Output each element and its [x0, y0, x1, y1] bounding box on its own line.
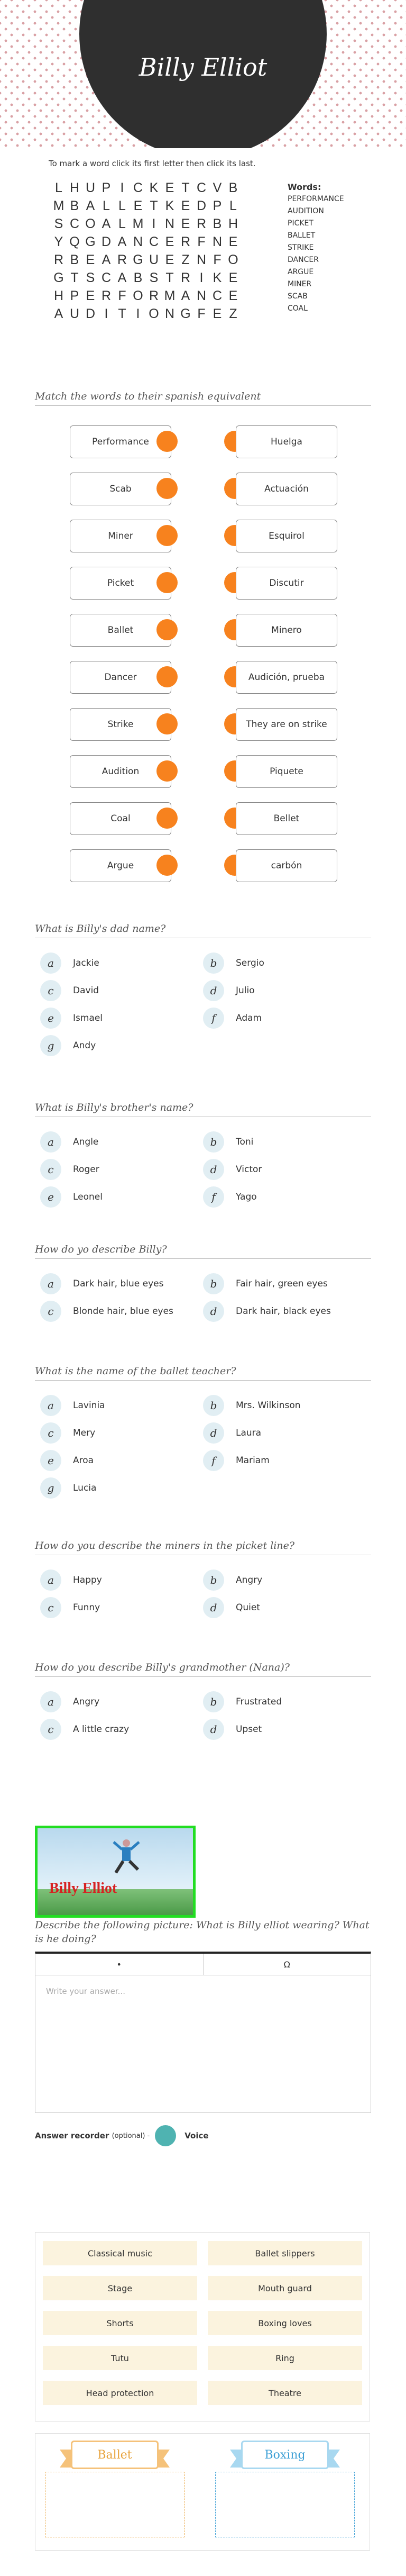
special-char-button[interactable]: Ω: [283, 1959, 290, 1970]
grid-letter[interactable]: G: [180, 306, 191, 321]
option-label: Mariam: [236, 1455, 270, 1466]
option-letter: d: [203, 980, 224, 1001]
question-title: How do you describe the miners in the picket line?: [35, 1540, 371, 1555]
option-letter: d: [203, 1719, 224, 1740]
answer-option[interactable]: [203, 1597, 260, 1618]
grid-letter[interactable]: U: [149, 252, 159, 267]
match-left-item[interactable]: Performance: [70, 425, 171, 458]
option-letter: f: [203, 1008, 224, 1029]
grid-letter[interactable]: H: [53, 288, 64, 303]
category-chip[interactable]: Ring: [208, 2346, 362, 2370]
grid-letter[interactable]: K: [213, 270, 222, 285]
word-list-item: STRIKE: [288, 243, 314, 252]
question-title: How do yo describe Billy?: [35, 1244, 371, 1259]
option-letter: b: [203, 1273, 224, 1294]
grid-letter[interactable]: O: [133, 288, 143, 303]
option-label: David: [73, 985, 99, 996]
option-letter: f: [203, 1186, 224, 1208]
question-title: How do you describe Billy's grandmother (Nana)?: [35, 1662, 371, 1677]
match-right-item[interactable]: Huelga: [236, 425, 337, 458]
word-list-item: PICKET: [288, 219, 313, 228]
grid-letter[interactable]: C: [101, 270, 112, 285]
option-label: Angle: [73, 1137, 99, 1147]
option-label: Ismael: [73, 1013, 103, 1023]
option-letter: e: [40, 1450, 61, 1471]
option-letter: c: [40, 1159, 61, 1180]
word-list-item: PERFORMANCE: [288, 195, 344, 203]
grid-letter[interactable]: E: [228, 288, 238, 303]
grid-letter[interactable]: B: [228, 180, 238, 195]
match-left-dot[interactable]: [156, 713, 178, 734]
grid-letter[interactable]: M: [53, 198, 64, 213]
dropzone-area[interactable]: [215, 2472, 355, 2537]
grid-letter[interactable]: C: [196, 180, 207, 195]
grid-letter[interactable]: T: [118, 306, 126, 321]
grid-letter[interactable]: E: [228, 234, 238, 249]
grid-letter[interactable]: F: [118, 288, 126, 303]
grid-letter[interactable]: H: [69, 180, 80, 195]
grid-letter[interactable]: R: [196, 216, 207, 231]
option-letter: b: [203, 1395, 224, 1416]
match-right-item[interactable]: They are on strike: [236, 708, 337, 741]
grid-letter[interactable]: Z: [181, 252, 190, 267]
question-title: What is Billy's brother's name?: [35, 1102, 371, 1117]
option-label: Quiet: [236, 1602, 261, 1613]
answer-recorder: [35, 2125, 209, 2146]
option-letter: a: [40, 1395, 61, 1416]
grid-letter[interactable]: Z: [229, 306, 237, 321]
match-left-item[interactable]: Argue: [70, 849, 171, 882]
wordsearch-instruction: To mark a word click its first letter then click its last.: [49, 159, 256, 168]
recorder-label: Answer recorder: [35, 2131, 109, 2140]
category-dropzones: [35, 2433, 370, 2551]
grid-letter[interactable]: E: [133, 198, 143, 213]
answer-option[interactable]: [203, 1450, 270, 1471]
match-right-item[interactable]: Actuación: [236, 473, 337, 505]
option-letter: g: [40, 1035, 61, 1056]
grid-row: [51, 179, 241, 197]
grid-letter[interactable]: I: [120, 180, 124, 195]
grid-letter[interactable]: E: [165, 252, 174, 267]
option-letter: d: [203, 1301, 224, 1322]
option-label: Blonde hair, blue eyes: [73, 1306, 173, 1317]
category-chip[interactable]: Stage: [43, 2276, 197, 2300]
grid-letter[interactable]: E: [181, 198, 190, 213]
category-chips: [35, 2232, 370, 2421]
category-chip[interactable]: Mouth guard: [208, 2276, 362, 2300]
grid-letter[interactable]: C: [69, 216, 80, 231]
word-list-item: MINER: [288, 280, 312, 288]
answer-option[interactable]: [203, 1691, 282, 1712]
grid-letter[interactable]: I: [136, 306, 140, 321]
answer-editor[interactable]: [35, 1952, 371, 2113]
grid-letter[interactable]: N: [196, 252, 207, 267]
grid-letter[interactable]: G: [133, 252, 143, 267]
option-label: Angry: [236, 1575, 263, 1585]
answer-option[interactable]: [203, 1186, 257, 1208]
grid-letter[interactable]: E: [165, 180, 174, 195]
match-left-dot[interactable]: [156, 666, 178, 687]
option-label: Happy: [73, 1575, 102, 1585]
grid-row: [51, 269, 241, 287]
option-letter: b: [203, 1570, 224, 1591]
option-label: Mrs. Wilkinson: [236, 1400, 301, 1411]
option-letter: a: [40, 953, 61, 974]
grid-letter[interactable]: U: [85, 180, 96, 195]
grid-letter[interactable]: E: [213, 306, 222, 321]
grid-letter[interactable]: L: [229, 198, 237, 213]
question-title: What is Billy's dad name?: [35, 923, 371, 938]
option-letter: d: [203, 1422, 224, 1444]
grid-letter[interactable]: A: [54, 306, 63, 321]
dropzone-area[interactable]: [45, 2472, 184, 2537]
option-letter: b: [203, 1691, 224, 1712]
answer-option[interactable]: [203, 1131, 253, 1153]
answer-option[interactable]: [40, 1035, 96, 1056]
grid-letter[interactable]: Y: [54, 234, 63, 249]
grid-letter[interactable]: R: [53, 252, 64, 267]
grid-letter[interactable]: H: [228, 216, 238, 231]
answer-option[interactable]: [203, 1570, 262, 1591]
category-chip[interactable]: Tutu: [43, 2346, 197, 2370]
word-list: [288, 181, 344, 315]
grid-letter[interactable]: G: [53, 270, 64, 285]
answer-option[interactable]: [40, 1273, 163, 1294]
option-label: Julio: [236, 985, 255, 996]
grid-letter[interactable]: D: [85, 306, 96, 321]
answer-option[interactable]: [40, 1422, 95, 1444]
answer-option[interactable]: [40, 1597, 100, 1618]
match-left-dot[interactable]: [156, 619, 178, 640]
matching-title: Match the words to their spanish equivalent: [35, 391, 371, 406]
grid-letter[interactable]: E: [181, 216, 190, 231]
grid-letter[interactable]: I: [104, 306, 108, 321]
grid-letter[interactable]: A: [86, 198, 95, 213]
grid-letter[interactable]: L: [103, 198, 110, 213]
grid-letter[interactable]: E: [86, 252, 95, 267]
match-right-item[interactable]: Esquirol: [236, 520, 337, 552]
word-list-item: BALLET: [288, 231, 316, 240]
match-left-dot[interactable]: [156, 431, 178, 452]
option-label: Mery: [73, 1428, 96, 1438]
bullet-list-button[interactable]: •: [116, 1959, 122, 1970]
option-label: Upset: [236, 1724, 262, 1735]
option-letter: e: [40, 1008, 61, 1029]
option-label: Andy: [73, 1040, 96, 1051]
grid-letter[interactable]: O: [85, 216, 96, 231]
answer-option[interactable]: [40, 1186, 103, 1208]
match-left-dot[interactable]: [156, 525, 178, 546]
voice-label: Voice: [184, 2131, 209, 2140]
match-left-dot[interactable]: [156, 572, 178, 593]
grid-letter[interactable]: D: [101, 234, 112, 249]
grid-letter[interactable]: V: [213, 180, 222, 195]
option-letter: e: [40, 1186, 61, 1208]
answer-option[interactable]: [40, 1008, 103, 1029]
option-label: Jackie: [73, 958, 99, 968]
question-title: What is the name of the ballet teacher?: [35, 1365, 371, 1381]
grid-letter[interactable]: L: [118, 198, 126, 213]
option-letter: g: [40, 1477, 61, 1499]
option-label: Laura: [236, 1428, 262, 1438]
grid-letter[interactable]: O: [228, 252, 238, 267]
category-chip[interactable]: Theatre: [208, 2381, 362, 2405]
option-letter: c: [40, 1719, 61, 1740]
wordsearch-grid: [51, 179, 241, 323]
grid-letter[interactable]: T: [181, 180, 190, 195]
match-left-item[interactable]: Ballet: [70, 614, 171, 647]
word-list-item: COAL: [288, 304, 308, 313]
answer-option[interactable]: [40, 1691, 99, 1712]
option-letter: c: [40, 980, 61, 1001]
grid-letter[interactable]: F: [197, 234, 206, 249]
match-left-dot[interactable]: [156, 855, 178, 876]
grid-letter[interactable]: B: [133, 270, 143, 285]
grid-letter[interactable]: A: [117, 234, 127, 249]
answer-option[interactable]: [40, 1570, 102, 1591]
grid-letter[interactable]: C: [212, 288, 223, 303]
answer-option[interactable]: [203, 1159, 262, 1180]
answer-option[interactable]: [40, 1395, 105, 1416]
match-left-dot[interactable]: [156, 808, 178, 829]
grid-letter[interactable]: I: [199, 270, 204, 285]
answer-option[interactable]: [203, 1008, 262, 1029]
grid-letter[interactable]: A: [117, 270, 127, 285]
word-list-item: AUDITION: [288, 207, 324, 215]
category-chip[interactable]: Ballet slippers: [208, 2241, 362, 2265]
editor-toolbar: [35, 1954, 371, 1975]
grid-letter[interactable]: C: [133, 180, 143, 195]
billy-elliot-picture: [35, 1826, 196, 1918]
grid-letter[interactable]: N: [212, 234, 223, 249]
page-title: Billy Elliot: [139, 53, 267, 81]
option-letter: b: [203, 953, 224, 974]
answer-option[interactable]: [40, 980, 99, 1001]
grid-letter[interactable]: P: [70, 288, 79, 303]
grid-letter[interactable]: S: [54, 216, 63, 231]
grid-row: [51, 287, 241, 305]
answer-option[interactable]: [40, 953, 99, 974]
option-label: Aroa: [73, 1455, 94, 1466]
option-label: Dark hair, black eyes: [236, 1306, 331, 1317]
answer-option[interactable]: [203, 1395, 301, 1416]
grid-letter[interactable]: N: [133, 234, 143, 249]
option-label: Yago: [236, 1192, 257, 1202]
grid-letter[interactable]: P: [102, 180, 111, 195]
option-label: Lavinia: [73, 1400, 105, 1411]
option-label: Leonel: [73, 1192, 103, 1202]
option-letter: a: [40, 1273, 61, 1294]
picture-caption: Billy Elliot: [49, 1880, 117, 1897]
category-chip[interactable]: Shorts: [43, 2311, 197, 2335]
answer-option[interactable]: [203, 1422, 261, 1444]
grid-letter[interactable]: P: [213, 198, 222, 213]
match-left-item[interactable]: Coal: [70, 802, 171, 835]
grid-letter[interactable]: R: [117, 252, 127, 267]
answer-option[interactable]: [40, 1450, 94, 1471]
option-label: Funny: [73, 1602, 100, 1613]
grid-letter[interactable]: D: [196, 198, 207, 213]
option-letter: a: [40, 1691, 61, 1712]
option-label: Frustrated: [236, 1697, 282, 1707]
grid-letter[interactable]: E: [165, 234, 174, 249]
grid-letter[interactable]: R: [180, 270, 191, 285]
option-label: A little crazy: [73, 1724, 130, 1735]
word-list-heading: Words:: [288, 182, 321, 192]
grid-row: [51, 251, 241, 269]
match-left-dot[interactable]: [156, 478, 178, 499]
word-list-item: SCAB: [288, 292, 308, 301]
grid-letter[interactable]: B: [213, 216, 222, 231]
word-list-item: DANCER: [288, 256, 319, 264]
answer-option[interactable]: [40, 1477, 96, 1499]
match-left-item[interactable]: Audition: [70, 755, 171, 788]
grid-letter[interactable]: M: [164, 288, 176, 303]
grid-row: [51, 197, 241, 215]
grid-letter[interactable]: L: [55, 180, 62, 195]
option-letter: f: [203, 1450, 224, 1471]
dropzone-banner: [62, 2442, 168, 2468]
grid-letter[interactable]: C: [149, 234, 159, 249]
grid-letter[interactable]: N: [164, 216, 175, 231]
match-left-item[interactable]: Strike: [70, 708, 171, 741]
match-right-item[interactable]: Piquete: [236, 755, 337, 788]
grid-letter[interactable]: L: [118, 216, 126, 231]
grid-letter[interactable]: A: [102, 216, 111, 231]
match-left-item[interactable]: Picket: [70, 567, 171, 600]
grid-letter[interactable]: K: [165, 198, 174, 213]
grid-row: [51, 305, 241, 323]
answer-option[interactable]: [203, 1273, 328, 1294]
option-label: Angry: [73, 1697, 100, 1707]
answer-option[interactable]: [203, 953, 264, 974]
answer-option[interactable]: [203, 1301, 331, 1322]
option-label: Victor: [236, 1164, 262, 1175]
grid-letter[interactable]: R: [180, 234, 191, 249]
dropzone-label: Boxing: [241, 2441, 329, 2469]
dancer-figure-icon: [112, 1838, 141, 1880]
answer-option[interactable]: [40, 1131, 98, 1153]
option-letter: d: [203, 1597, 224, 1618]
option-label: Toni: [236, 1137, 254, 1147]
grid-letter[interactable]: I: [152, 216, 156, 231]
recorder-optional: (optional) -: [112, 2131, 150, 2140]
answer-option[interactable]: [203, 980, 255, 1001]
match-left-dot[interactable]: [156, 760, 178, 782]
grid-letter[interactable]: K: [149, 180, 159, 195]
grid-row: [51, 233, 241, 251]
option-label: Roger: [73, 1164, 99, 1175]
grid-letter[interactable]: B: [70, 198, 79, 213]
match-left-item[interactable]: Miner: [70, 520, 171, 552]
grid-letter[interactable]: R: [149, 288, 159, 303]
grid-letter[interactable]: S: [149, 270, 159, 285]
match-left-item[interactable]: Scab: [70, 473, 171, 505]
option-label: Adam: [236, 1013, 262, 1023]
grid-letter[interactable]: T: [150, 198, 158, 213]
option-letter: c: [40, 1597, 61, 1618]
option-label: Lucia: [73, 1483, 97, 1493]
grid-letter[interactable]: A: [181, 288, 190, 303]
option-letter: d: [203, 1159, 224, 1180]
grid-letter[interactable]: E: [228, 270, 238, 285]
grid-letter[interactable]: U: [69, 306, 80, 321]
match-right-item[interactable]: Discutir: [236, 567, 337, 600]
match-right-item[interactable]: carbón: [236, 849, 337, 882]
grid-letter[interactable]: G: [85, 234, 96, 249]
option-label: Fair hair, green eyes: [236, 1278, 328, 1289]
dropzone-label: Ballet: [71, 2441, 159, 2469]
grid-letter[interactable]: A: [102, 252, 111, 267]
grid-letter[interactable]: Q: [69, 234, 80, 249]
option-letter: a: [40, 1570, 61, 1591]
answer-placeholder[interactable]: Write your answer...: [46, 1987, 125, 1996]
category-chip[interactable]: Boxing loves: [208, 2311, 362, 2335]
answer-option[interactable]: [40, 1719, 129, 1740]
grid-letter[interactable]: F: [197, 306, 206, 321]
voice-record-button[interactable]: [155, 2125, 176, 2146]
category-chip[interactable]: Classical music: [43, 2241, 197, 2265]
grid-letter[interactable]: T: [165, 270, 174, 285]
answer-option[interactable]: [203, 1719, 262, 1740]
option-letter: b: [203, 1131, 224, 1153]
answer-option[interactable]: [40, 1159, 99, 1180]
worksheet: [35, 148, 371, 2576]
match-left-item[interactable]: Dancer: [70, 661, 171, 694]
grid-letter[interactable]: S: [86, 270, 95, 285]
grid-letter[interactable]: F: [213, 252, 222, 267]
match-right-item[interactable]: Minero: [236, 614, 337, 647]
match-right-item[interactable]: Bellet: [236, 802, 337, 835]
grid-letter[interactable]: O: [149, 306, 159, 321]
grid-letter[interactable]: N: [196, 288, 207, 303]
grid-letter[interactable]: E: [86, 288, 95, 303]
word-list-item: ARGUE: [288, 268, 314, 276]
option-letter: a: [40, 1131, 61, 1153]
match-right-item[interactable]: Audición, prueba: [236, 661, 337, 694]
grid-row: [51, 215, 241, 233]
option-letter: c: [40, 1301, 61, 1322]
category-chip[interactable]: Head protection: [43, 2381, 197, 2405]
grid-letter[interactable]: B: [70, 252, 79, 267]
dropzone-banner: [232, 2442, 338, 2468]
option-label: Dark hair, blue eyes: [73, 1278, 164, 1289]
option-letter: c: [40, 1422, 61, 1444]
option-label: Sergio: [236, 958, 264, 968]
grid-letter[interactable]: R: [101, 288, 112, 303]
grid-letter[interactable]: N: [164, 306, 175, 321]
picture-prompt: Describe the following picture: What is Billy elliot wearing? What is he doing?: [35, 1919, 370, 1945]
grid-letter[interactable]: M: [132, 216, 144, 231]
grid-letter[interactable]: T: [70, 270, 79, 285]
answer-option[interactable]: [40, 1301, 173, 1322]
